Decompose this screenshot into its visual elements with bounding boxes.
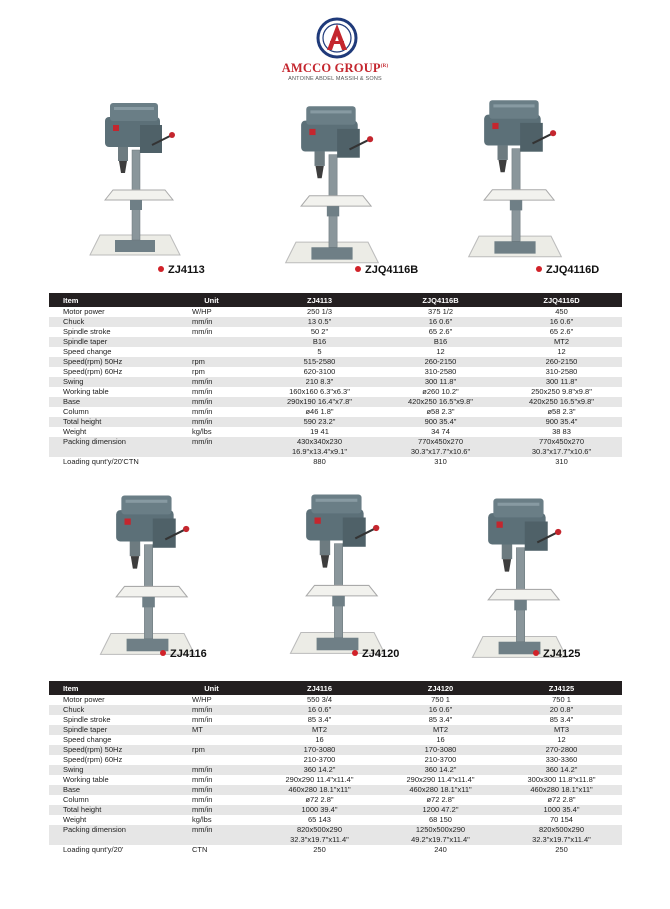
table-cell: mm/in — [192, 715, 213, 724]
table-cell: Chuck — [49, 317, 164, 327]
table-cell: kg/lbs — [192, 815, 212, 824]
table-cell: 19 41 — [310, 427, 329, 436]
table-cell: 32.3"x19.7"x11.4" — [259, 835, 380, 845]
table-cell: 250 — [555, 845, 568, 854]
table-row — [49, 765, 622, 775]
table-row — [49, 327, 622, 337]
table-row — [49, 377, 622, 387]
table-cell: B16 — [259, 337, 380, 347]
table-cell: B16 — [380, 337, 501, 347]
table-cell: mm/in — [192, 795, 213, 804]
red-bullet-icon — [533, 650, 539, 656]
column-header: Item — [49, 293, 164, 307]
table-cell: Speed change — [63, 735, 112, 744]
table-row — [49, 745, 622, 755]
table-cell: 12 — [557, 347, 566, 356]
table-cell: Speed(rpm) 50Hz — [49, 745, 164, 755]
table-cell: 750 1 — [552, 695, 571, 704]
product-label-zjq4116d: ZJQ4116D — [536, 264, 599, 276]
product-zj4116 — [90, 487, 205, 665]
column-header: ZJ4120 — [380, 681, 501, 695]
table-cell: 16 0.6" — [501, 317, 622, 327]
table-row — [49, 835, 622, 845]
table-cell: 16 0.6" — [259, 705, 380, 715]
table-cell: 65 2.6" — [549, 327, 574, 336]
drill-press-image — [280, 486, 395, 664]
table-cell: Swing — [49, 377, 164, 387]
trademark-symbol: (R) — [380, 63, 389, 69]
table-row — [49, 347, 622, 357]
table-cell: 375 1/2 — [427, 307, 454, 316]
red-bullet-icon — [355, 266, 361, 272]
drill-press-image — [90, 487, 205, 665]
table-cell: rpm — [164, 357, 259, 367]
drill-press-image — [80, 95, 190, 265]
table-row — [49, 705, 622, 715]
spec-table-top — [49, 293, 622, 467]
table-cell: mm/in — [164, 417, 259, 427]
column-header: Item — [49, 681, 164, 695]
table-cell: 880 — [313, 457, 326, 466]
table-cell: 360 14.2" — [380, 765, 501, 775]
table-cell: MT3 — [501, 725, 622, 735]
table-cell: mm/in — [192, 775, 213, 784]
table-cell: 290x290 11.4"x11.4" — [406, 775, 475, 784]
table-row — [49, 845, 622, 855]
table-cell: 460x280 18.1"x11" — [501, 785, 622, 795]
table-cell: Packing dimension — [49, 437, 164, 447]
table-cell: 310 — [555, 457, 568, 466]
column-header: Unit — [164, 681, 259, 695]
table-cell: Speed(rpm) 50Hz — [49, 357, 164, 367]
table-cell: 300 11.8" — [501, 377, 622, 387]
table-cell: Chuck — [49, 705, 164, 715]
table-cell: 12 — [436, 347, 445, 356]
table-cell: Column — [63, 795, 89, 804]
column-header: ZJ4116 — [259, 681, 380, 695]
table-cell: 450 — [555, 307, 568, 316]
table-cell: Weight — [63, 815, 87, 824]
column-header: ZJQ4116D — [501, 293, 622, 307]
table-cell: 260-2150 — [501, 357, 622, 367]
table-cell: 1200 47.2" — [380, 805, 501, 815]
table-cell: 310-2580 — [424, 367, 457, 376]
table-cell: 360 14.2" — [259, 765, 380, 775]
table-cell: rpm — [164, 745, 259, 755]
table-cell: 70 154 — [550, 815, 573, 824]
table-cell: 16.9"x13.4"x9.1" — [259, 447, 380, 457]
table-cell: W/HP — [192, 307, 212, 316]
table-cell: 620-3100 — [303, 367, 336, 376]
table-cell — [164, 447, 259, 457]
column-header: ZJQ4116B — [380, 293, 501, 307]
table-cell: 12 — [557, 735, 566, 744]
table-cell: ø72 2.8" — [426, 795, 455, 804]
table-cell: 16 0.6" — [380, 317, 501, 327]
table-cell — [49, 835, 164, 845]
table-cell: 290x190 16.4"x7.8" — [259, 397, 380, 407]
red-bullet-icon — [160, 650, 166, 656]
table-cell: Speed change — [63, 347, 112, 356]
table-cell: 1250x500x290 — [380, 825, 501, 835]
table-cell: Weight — [63, 427, 87, 436]
table-cell: 32.3"x19.7"x11.4" — [501, 835, 622, 845]
table-cell: 30.3"x17.7"x10.6" — [380, 447, 501, 457]
product-zjq4116d — [455, 92, 575, 267]
table-row — [49, 417, 622, 427]
table-cell: rpm — [192, 367, 205, 376]
table-cell: 270-2800 — [501, 745, 622, 755]
product-label-zj4116: ZJ4116 — [160, 648, 207, 660]
table-row — [49, 715, 622, 725]
table-row — [49, 457, 622, 467]
table-cell: mm/in — [164, 317, 259, 327]
table-cell: 20 0.8" — [501, 705, 622, 715]
table-cell: 770x450x270 — [380, 437, 501, 447]
table-cell: 900 35.4" — [380, 417, 501, 427]
brand-subtitle: ANTOINE ABDEL MASSIH & SONS — [288, 76, 382, 82]
table-cell: 300x300 11.8"x11.8" — [527, 775, 596, 784]
table-cell — [164, 457, 259, 467]
table-cell: 85 3.4" — [549, 715, 574, 724]
table-cell: 65 143 — [308, 815, 331, 824]
table-cell: 750 1 — [431, 695, 450, 704]
table-row — [49, 825, 622, 835]
table-cell: 1000 39.4" — [259, 805, 380, 815]
product-zj4120 — [280, 486, 395, 664]
table-cell: mm/in — [164, 437, 259, 447]
table-cell: Swing — [49, 765, 164, 775]
product-label-zj4120: ZJ4120 — [352, 648, 399, 660]
table-cell: 420x250 16.5"x9.8" — [380, 397, 501, 407]
table-cell: 65 2.6" — [428, 327, 453, 336]
table-cell: 85 3.4" — [307, 715, 332, 724]
table-cell — [164, 835, 259, 845]
table-cell: 34 74 — [431, 427, 450, 436]
table-cell: MT2 — [259, 725, 380, 735]
table-cell: 210-3700 — [303, 755, 336, 764]
table-cell: Base — [49, 397, 164, 407]
table-cell: mm/in — [164, 705, 259, 715]
table-cell: mm/in — [164, 397, 259, 407]
table-cell: 250 — [313, 845, 326, 854]
table-cell: 515-2580 — [259, 357, 380, 367]
table-cell: 210-3700 — [424, 755, 457, 764]
table-cell: Spindle taper — [49, 725, 164, 735]
table-row — [49, 397, 622, 407]
table-cell: 290x290 11.4"x11.4" — [285, 775, 354, 784]
table-row — [49, 307, 622, 317]
table-row — [49, 755, 622, 765]
table-cell: ø72 2.8" — [305, 795, 334, 804]
table-cell: 360 14.2" — [501, 765, 622, 775]
table-cell: kg/lbs — [192, 427, 212, 436]
table-cell: mm/in — [192, 407, 213, 416]
table-row — [49, 815, 622, 825]
table-cell: 460x280 18.1"x11" — [259, 785, 380, 795]
table-cell: MT2 — [501, 337, 622, 347]
table-cell: 550 3/4 — [306, 695, 333, 704]
table-cell: Motor power — [63, 307, 105, 316]
table-header-row — [49, 681, 622, 695]
column-header: Unit — [164, 293, 259, 307]
drill-press-image — [462, 490, 577, 668]
table-cell: mm/in — [164, 805, 259, 815]
table-row — [49, 437, 622, 447]
table-cell: Loading qunt'y/20'CTN — [63, 457, 139, 466]
table-header-row — [49, 293, 622, 307]
red-bullet-icon — [352, 650, 358, 656]
table-cell: mm/in — [164, 785, 259, 795]
table-row — [49, 805, 622, 815]
table-cell: Total height — [49, 805, 164, 815]
table-row — [49, 785, 622, 795]
table-cell: 16 0.6" — [380, 705, 501, 715]
table-cell — [164, 347, 259, 357]
table-cell: CTN — [192, 845, 208, 854]
table-cell: 170-3080 — [259, 745, 380, 755]
amcco-logo-icon — [315, 16, 359, 60]
table-row — [49, 337, 622, 347]
product-zj4125 — [462, 490, 577, 668]
table-cell: MT — [164, 725, 259, 735]
table-cell: 170-3080 — [380, 745, 501, 755]
table-row — [49, 695, 622, 705]
table-cell: 38 83 — [552, 427, 571, 436]
table-cell: Motor power — [63, 695, 105, 704]
table-cell: 260-2150 — [380, 357, 501, 367]
table-cell: 30.3"x17.7"x10.6" — [501, 447, 622, 457]
table-cell: Total height — [49, 417, 164, 427]
table-cell: 310 — [434, 457, 447, 466]
product-label-zjq4116b: ZJQ4116B — [355, 264, 418, 276]
table-cell: Base — [49, 785, 164, 795]
table-cell: 330-3360 — [545, 755, 578, 764]
table-cell: Working table — [63, 387, 109, 396]
table-row — [49, 447, 622, 457]
table-cell: 1000 35.4" — [501, 805, 622, 815]
table-cell: 250 1/3 — [306, 307, 333, 316]
column-header: ZJ4113 — [259, 293, 380, 307]
table-cell: 210 8.3" — [259, 377, 380, 387]
table-cell: 5 — [317, 347, 322, 356]
table-cell — [164, 755, 259, 765]
table-cell: 430x340x230 — [259, 437, 380, 447]
table-row — [49, 725, 622, 735]
table-row — [49, 407, 622, 417]
brand-logo — [270, 10, 400, 85]
table-cell: 310-2580 — [545, 367, 578, 376]
table-cell: mm/in — [192, 327, 213, 336]
table-cell — [164, 735, 259, 745]
table-cell: ø72 2.8" — [547, 795, 576, 804]
table-cell: 590 23.2" — [259, 417, 380, 427]
table-row — [49, 795, 622, 805]
spec-table-bottom — [49, 681, 622, 855]
table-cell: 250x250 9.8"x9.8" — [531, 387, 592, 396]
table-cell: Working table — [63, 775, 109, 784]
drill-press-image — [455, 92, 575, 267]
table-cell: 240 — [434, 845, 447, 854]
table-row — [49, 387, 622, 397]
product-label-zj4125: ZJ4125 — [533, 648, 580, 660]
drill-press-image — [272, 98, 392, 273]
table-cell: mm/in — [164, 377, 259, 387]
table-cell: Column — [63, 407, 89, 416]
table-cell: 68 150 — [429, 815, 452, 824]
table-cell: 460x280 18.1"x11" — [380, 785, 501, 795]
table-cell: ø46 1.8" — [305, 407, 334, 416]
table-cell: 16 — [436, 735, 445, 744]
table-cell — [164, 337, 259, 347]
table-cell: MT2 — [380, 725, 501, 735]
table-cell: Speed(rpm) 60Hz — [63, 367, 123, 376]
table-cell: 300 11.8" — [380, 377, 501, 387]
table-cell: 13 0.5" — [259, 317, 380, 327]
table-cell: 50 2" — [310, 327, 329, 336]
table-cell: ø260 10.2" — [422, 387, 459, 396]
product-zj4113 — [80, 95, 190, 265]
table-cell: 49.2"x19.7"x11.4" — [380, 835, 501, 845]
table-cell: Spindle stroke — [63, 715, 111, 724]
table-row — [49, 317, 622, 327]
table-cell: ø58 2.3" — [426, 407, 455, 416]
red-bullet-icon — [158, 266, 164, 272]
table-row — [49, 775, 622, 785]
table-cell: mm/in — [192, 387, 213, 396]
table-cell: 770x450x270 — [501, 437, 622, 447]
table-cell: mm/in — [164, 765, 259, 775]
brand-name: AMCCO $GROUP^{(R)}$ — [281, 61, 389, 75]
table-row — [49, 367, 622, 377]
table-cell: Packing dimension — [49, 825, 164, 835]
red-bullet-icon — [536, 266, 542, 272]
table-cell: Speed(rpm) 60Hz — [63, 755, 123, 764]
table-cell: W/HP — [192, 695, 212, 704]
table-cell: 420x250 16.5"x9.8" — [501, 397, 622, 407]
table-cell: Loading qunt'y/20' — [63, 845, 124, 854]
table-cell — [49, 447, 164, 457]
product-zjq4116b — [272, 98, 392, 273]
column-header: ZJ4125 — [501, 681, 622, 695]
table-cell: 85 3.4" — [428, 715, 453, 724]
table-cell: 820x500x290 — [259, 825, 380, 835]
product-label-zj4113: ZJ4113 — [158, 264, 205, 276]
table-cell: Spindle taper — [49, 337, 164, 347]
table-row — [49, 735, 622, 745]
table-cell: 16 — [315, 735, 324, 744]
table-cell: ø58 2.3" — [547, 407, 576, 416]
table-cell: 900 35.4" — [501, 417, 622, 427]
table-row — [49, 427, 622, 437]
table-cell: mm/in — [164, 825, 259, 835]
table-cell: 160x160 6.3"x6.3" — [289, 387, 350, 396]
table-row — [49, 357, 622, 367]
table-cell: 820x500x290 — [501, 825, 622, 835]
table-cell: Spindle stroke — [63, 327, 111, 336]
